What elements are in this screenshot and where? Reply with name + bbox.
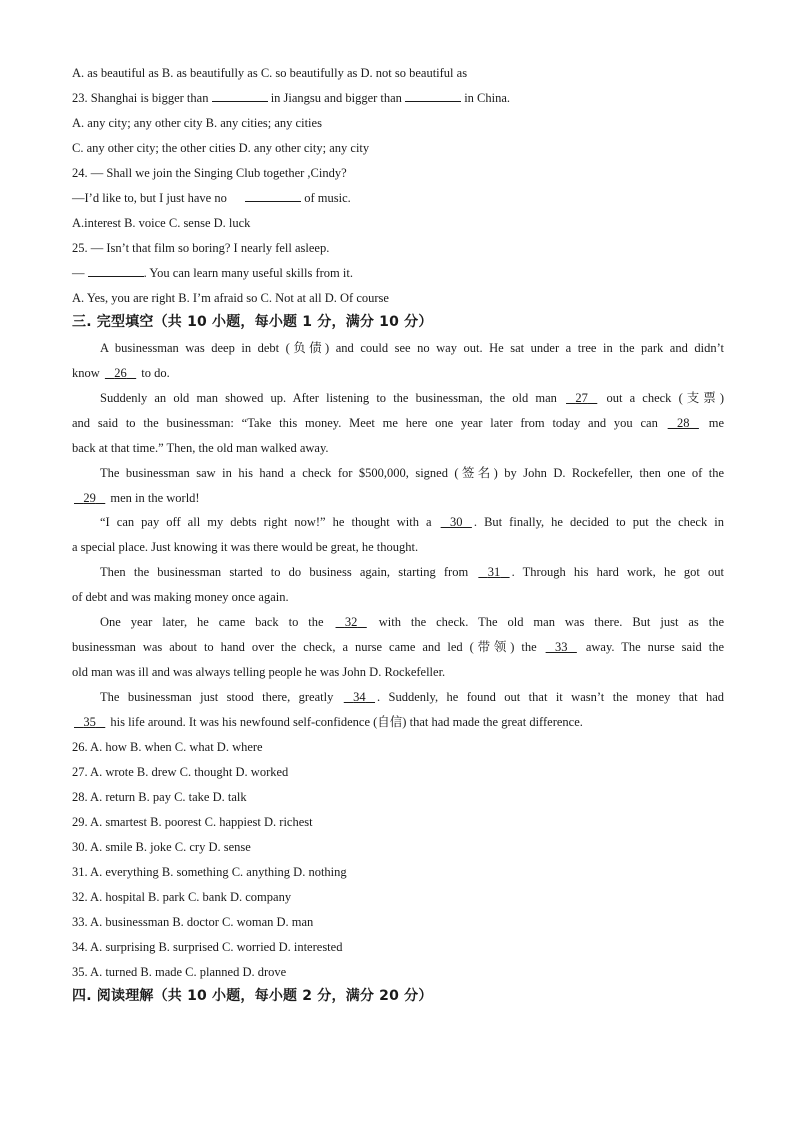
option-row-28: 28. A. return B. pay C. take D. talk [72, 790, 247, 804]
q23-options-1: A. any city; any other city B. any cities; any cities [72, 116, 322, 130]
blank-28 [666, 415, 701, 431]
option-row-34: 34. A. surprising B. surprised C. worried D. interested [72, 940, 343, 954]
q23-options-2: C. any other city; the other cities D. any other city; any city [72, 141, 370, 155]
passage-text: One year later, he came back to the [100, 615, 324, 629]
q24-options: A.interest B. voice C. sense D. luck [72, 216, 251, 230]
option-row-35: 35. A. turned B. made C. planned D. drove [72, 965, 287, 979]
passage-text: know [72, 366, 100, 380]
section-3-heading: 三. 完型填空（共 10 小题，每小题 1 分，满分 10 分） [72, 314, 433, 330]
q22-options: A. as beautiful as B. as beautifully as C. so beautifully as D. not so beautiful as [72, 66, 468, 80]
q23-blank-1 [212, 90, 268, 102]
blank-33 [544, 639, 579, 655]
q24-blank [245, 190, 301, 202]
q24-line-2 [72, 190, 724, 206]
q24-line2-suffix: of music. [304, 191, 351, 205]
q25-line2-prefix: — [72, 266, 85, 280]
option-row-29: 29. A. smartest B. poorest C. happiest D. richest [72, 815, 313, 829]
q25-line-2 [72, 265, 724, 281]
q23-prefix: 23. Shanghai is bigger than [72, 91, 209, 105]
blank-27 [564, 390, 599, 406]
option-row-30: 30. A. smile B. joke C. cry D. sense [72, 840, 251, 854]
passage-text: out a check (支票) [606, 391, 724, 405]
option-row-27: 27. A. wrote B. drew C. thought D. worked [72, 765, 289, 779]
passage-p3-line-1: The businessman saw in his hand a check for $500,000, signed (签名) by John D. Rockefeller, then one of the [100, 466, 724, 480]
passage-text: his life around. It was his newfound self-confidence (自信) that had made the great difference. [110, 715, 583, 729]
blank-33-number: 33 [554, 640, 568, 654]
q24-line2-prefix: —I’d like to, but I just have no [72, 191, 227, 205]
passage-text: Suddenly an old man showed up. After listening to the businessman, the old man [100, 391, 557, 405]
blank-28-number: 28 [677, 416, 690, 430]
blank-35-number: 35 [83, 715, 96, 729]
blank-31-number: 31 [487, 565, 501, 579]
passage-p2-line-2 [72, 415, 724, 431]
option-row-33: 33. A. businessman B. doctor C. woman D. man [72, 915, 314, 929]
blank-27-number: 27 [575, 391, 588, 405]
blank-30-number: 30 [450, 515, 463, 529]
passage-p4-line-2: a special place. Just knowing it was there would be great, he thought. [72, 540, 419, 554]
passage-text: with the check. The old man was there. But just as the [378, 615, 724, 629]
passage-text: The businessman just stood there, greatly [100, 690, 334, 704]
q23-question [72, 90, 724, 106]
section-4-heading: 四. 阅读理解（共 10 小题，每小题 2 分，满分 20 分） [72, 988, 433, 1004]
q23-middle: in Jiangsu and bigger than [270, 91, 402, 105]
passage-text: . Through his hard work, he got out [511, 565, 725, 579]
q23-blank-2 [405, 90, 461, 102]
passage-text: men in the world! [110, 491, 200, 505]
blank-29 [72, 490, 107, 506]
passage-p6-line-2 [72, 639, 724, 655]
blank-34-number: 34 [353, 690, 366, 704]
q25-options: A. Yes, you are right B. I’m afraid so C. Not at all D. Of course [72, 291, 389, 305]
passage-text: . But finally, he decided to put the check in [473, 515, 725, 529]
option-row-31: 31. A. everything B. something C. anything D. nothing [72, 865, 347, 879]
passage-p6-line-1 [100, 614, 724, 630]
q24-line-1: 24. — Shall we join the Singing Club together ,Cindy? [72, 166, 347, 180]
passage-text: . Suddenly, he found out that it wasn’t the money that had [377, 690, 725, 704]
passage-p2-line-1 [100, 390, 724, 406]
q23-suffix: in China. [464, 91, 511, 105]
blank-29-number: 29 [83, 491, 96, 505]
blank-26 [103, 365, 138, 381]
blank-34 [342, 689, 377, 705]
passage-p3-line-2 [72, 490, 724, 506]
passage-text: “I can pay off all my debts right now!” he thought with a [100, 515, 432, 529]
passage-p5-line-2: of debt and was making money once again. [72, 590, 289, 604]
blank-30 [439, 514, 474, 530]
passage-p7-line-2 [72, 714, 724, 730]
q25-line2-suffix: . You can learn many useful skills from it. [143, 266, 353, 280]
passage-text: away. The nurse said the [585, 640, 725, 654]
blank-35 [72, 714, 107, 730]
passage-p6-line-3: old man was ill and was always telling people he was John D. Rockefeller. [72, 665, 446, 679]
option-row-32: 32. A. hospital B. park C. bank D. company [72, 890, 292, 904]
passage-p1-line-1: A businessman was deep in debt (负债) and could see no way out. He sat under a tree in the park and didn’t [100, 341, 724, 355]
passage-p1-line-2 [72, 365, 724, 381]
passage-text: businessman was about to hand over the check, a nurse came and led (带领) the [72, 640, 537, 654]
blank-31 [476, 564, 511, 580]
passage-text: to do. [141, 366, 170, 380]
passage-text: and said to the businessman: “Take this money. Meet me here one year later from today and you can [72, 416, 658, 430]
q25-blank [88, 265, 144, 277]
blank-26-number: 26 [114, 366, 127, 380]
option-row-26: 26. A. how B. when C. what D. where [72, 740, 263, 754]
passage-text: Then the businessman started to do business again, starting from [100, 565, 469, 579]
passage-text: me [708, 416, 725, 430]
passage-p5-line-1 [100, 564, 724, 580]
passage-p7-line-1 [100, 689, 724, 705]
blank-32-number: 32 [344, 615, 358, 629]
blank-32 [334, 614, 369, 630]
passage-p2-line-3: back at that time.” Then, the old man walked away. [72, 441, 329, 455]
q25-line-1: 25. — Isn’t that film so boring? I nearly fell asleep. [72, 241, 330, 255]
passage-p4-line-1 [100, 514, 724, 530]
